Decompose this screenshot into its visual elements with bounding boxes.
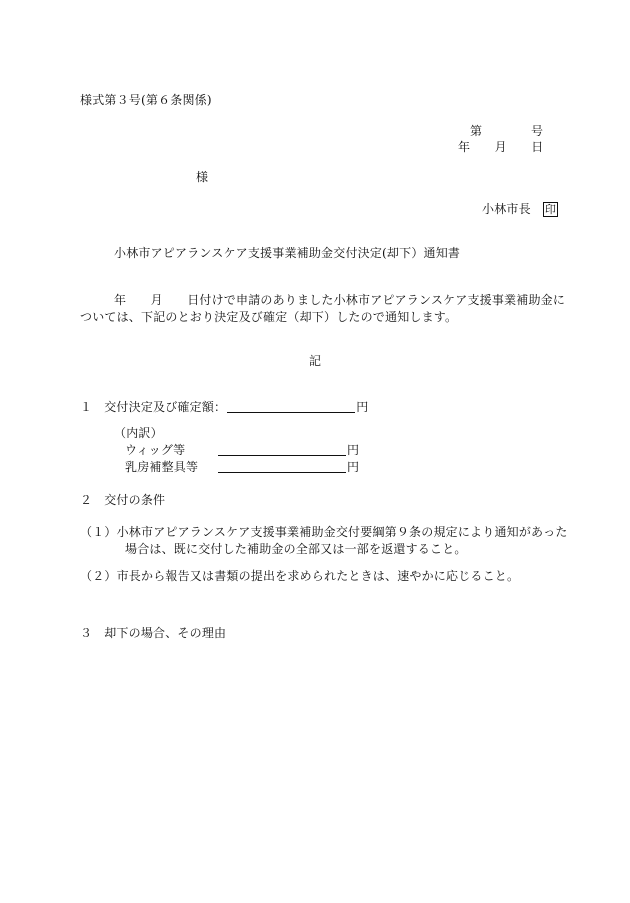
condition-2-text: 市長から報告又は書類の提出を求められたときは、速やかに応じること。 bbox=[116, 569, 520, 583]
body-line-1: 年 月 日付けで申請のありました小林市アピアランスケア支援事業補助金に bbox=[114, 293, 566, 307]
condition-1-text: 小林市アピアランスケア支援事業補助金交付要綱第９条の規定により通知があった bbox=[116, 525, 568, 539]
document-date-line: 年 月 日 bbox=[458, 140, 544, 154]
condition-1-line-1 bbox=[80, 526, 568, 538]
item-1-number: １ bbox=[80, 400, 93, 414]
body-line-2: ついては、下記のとおり決定及び確定（却下）したので通知します。 bbox=[80, 310, 458, 324]
wig-blank-line bbox=[218, 443, 346, 456]
breakdown-name: ウィッグ等 bbox=[125, 443, 186, 457]
item-3-number: ３ bbox=[80, 626, 93, 640]
breast-blank-line bbox=[218, 460, 346, 473]
item-3 bbox=[80, 627, 226, 639]
seal-stamp: 印 bbox=[544, 203, 557, 216]
breakdown-name: 乳房補整具等 bbox=[125, 460, 199, 474]
issuer-name: 小林市長 bbox=[482, 202, 531, 216]
condition-1-line-2: 場合は、既に交付した補助金の全部又は一部を返還すること。 bbox=[125, 542, 467, 556]
document-number-line: 第 号 bbox=[470, 124, 544, 138]
item-1 bbox=[80, 400, 368, 413]
addressee-suffix: 様 bbox=[196, 170, 209, 184]
breakdown-row-breast bbox=[125, 460, 359, 473]
condition-2 bbox=[80, 570, 519, 582]
condition-1-marker: （１） bbox=[80, 525, 117, 539]
form-id: 様式第３号(第６条関係) bbox=[80, 93, 212, 107]
item-1-unit: 円 bbox=[356, 400, 369, 414]
breakdown-row-wig bbox=[125, 443, 359, 456]
item-3-label: 却下の場合、その理由 bbox=[104, 626, 227, 640]
ki-heading: 記 bbox=[309, 354, 322, 368]
breakdown-label: （内訳） bbox=[114, 426, 163, 440]
item-1-label: 交付決定及び確定額： bbox=[104, 400, 227, 414]
condition-2-marker: （２） bbox=[80, 569, 117, 583]
document-title: 小林市アピアランスケア支援事業補助金交付決定(却下）通知書 bbox=[114, 246, 461, 260]
breakdown-unit: 円 bbox=[347, 443, 360, 457]
item-2-number: ２ bbox=[80, 493, 93, 507]
amount-blank-line bbox=[227, 400, 355, 413]
item-2 bbox=[80, 494, 165, 506]
issuer-block bbox=[482, 202, 558, 217]
item-2-label: 交付の条件 bbox=[104, 493, 166, 507]
breakdown-unit: 円 bbox=[347, 460, 360, 474]
